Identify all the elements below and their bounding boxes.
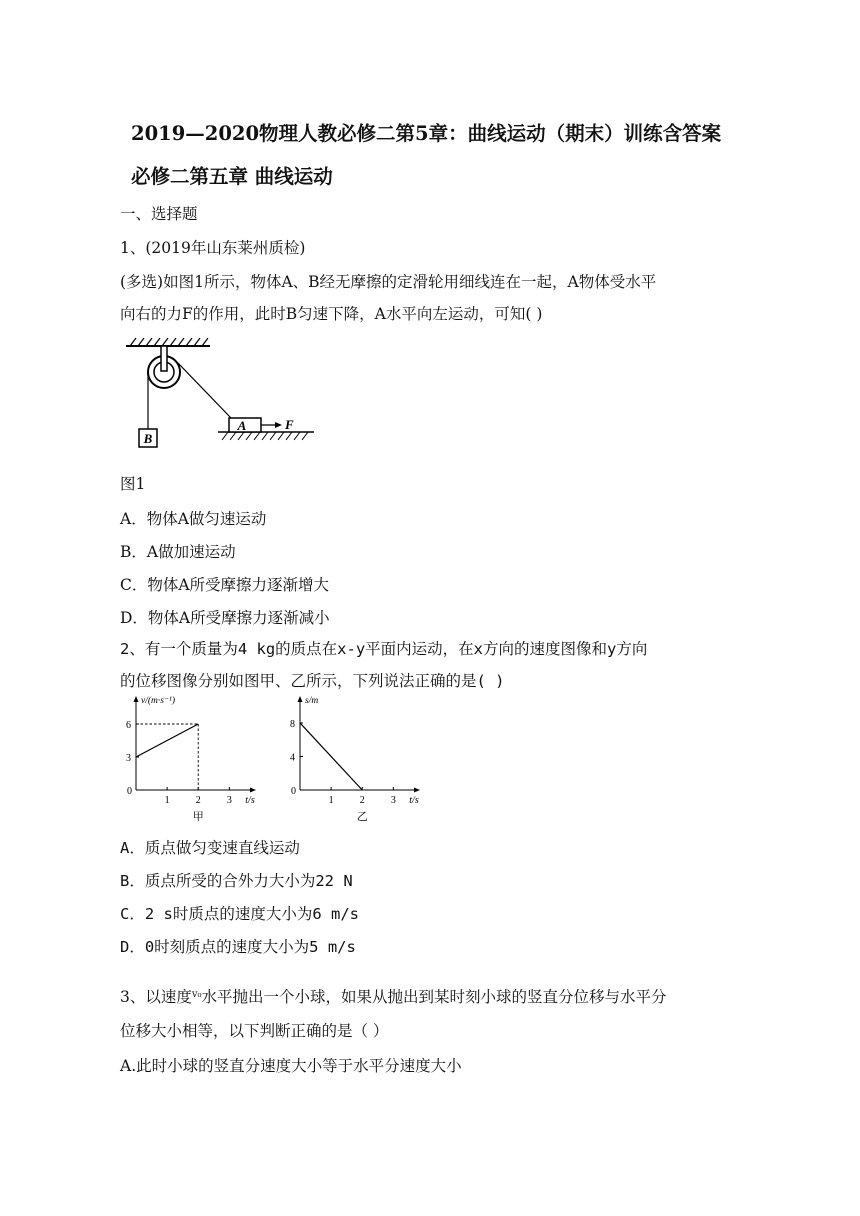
force-arrow-head xyxy=(275,422,282,428)
chart-jia-origin-label: 0 xyxy=(127,786,132,797)
q2-option-b: B．质点所受的合外力大小为22 N xyxy=(120,872,353,890)
rope-a xyxy=(178,363,231,418)
page-title: 2019—2020物理人教必修二第5章：曲线运动（期末）训练含答案 xyxy=(131,122,722,145)
q2-option-d: D．0时刻质点的速度大小为5 m/s xyxy=(120,938,356,956)
figure-1-caption: 图1 xyxy=(120,475,146,493)
chart-yi-caption: 乙 xyxy=(356,811,368,823)
chart-yi-x-tick-label: 1 xyxy=(328,795,334,806)
v0-symbol: v₀ xyxy=(191,989,202,1000)
block-b-label: B xyxy=(143,431,153,446)
q2-option-c: C．2 s时质点的速度大小为6 m/s xyxy=(120,905,359,923)
chart-jia-caption: 甲 xyxy=(192,811,204,823)
q3-stem-prefix: 3、以速度 xyxy=(120,988,192,1006)
chart-yi-x-axis-label: t/s xyxy=(409,795,419,806)
pulley-bracket xyxy=(161,346,167,371)
q1-stem-line1: (多选)如图1所示，物体A、B经无摩擦的定滑轮用细线连在一起，A物体受水平 xyxy=(120,273,657,291)
velocity-chart-jia xyxy=(118,696,258,824)
q3-stem-line2: 位移大小相等，以下判断正确的是（ ） xyxy=(120,1022,389,1040)
chart-yi-y-axis-label: s/m xyxy=(305,696,319,706)
chart-jia-y-tick-label: 3 xyxy=(126,753,131,764)
chart-yi-x-tick-label: 2 xyxy=(359,795,365,806)
chapter-title: 必修二第五章 曲线运动 xyxy=(131,165,333,188)
q2-option-a: A．质点做匀变速直线运动 xyxy=(120,839,300,857)
ground-hatch xyxy=(222,432,308,440)
chart-yi-origin-label: 0 xyxy=(291,786,296,797)
chart-jia-x-tick-label: 2 xyxy=(195,795,201,806)
q2-stem-line2: 的位移图像分别如图甲、乙所示，下列说法正确的是( ) xyxy=(120,672,505,690)
q1-option-b: B．A做加速运动 xyxy=(120,543,236,561)
q1-option-d: D．物体A所受摩擦力逐渐减小 xyxy=(120,609,330,627)
chart-jia-y-tick-label: 6 xyxy=(126,720,131,731)
q1-option-c: C．物体A所受摩擦力逐渐增大 xyxy=(120,576,330,594)
q2-stem-line1: 2、有一个质量为4 kg的质点在x-y平面内运动，在x方向的速度图像和y方向 xyxy=(120,640,648,658)
chart-jia-x-arrow xyxy=(250,788,256,793)
q3-option-a: A.此时小球的竖直分速度大小等于水平分速度大小 xyxy=(120,1057,462,1075)
q1-stem-line2: 向右的力F的作用，此时B匀速下降，A水平向左运动，可知( ) xyxy=(120,305,543,323)
chart-yi-y-tick-label: 8 xyxy=(290,718,295,730)
displacement-chart-yi xyxy=(282,696,422,824)
section-heading: 一、选择题 xyxy=(120,205,198,223)
q1-option-a: A．物体A做匀速运动 xyxy=(120,510,267,528)
chart-yi-y-tick-label: 4 xyxy=(290,752,295,764)
chart-jia-x-tick-label: 3 xyxy=(226,795,232,806)
ceiling-hatch xyxy=(130,338,208,346)
chart-jia-y-arrow xyxy=(134,696,139,702)
chart-yi-series-line xyxy=(300,723,362,790)
chart-jia-x-axis-label: t/s xyxy=(245,795,255,806)
chart-jia-series-line xyxy=(136,724,198,757)
force-label: F xyxy=(285,417,294,432)
chart-yi-y-arrow xyxy=(298,696,303,702)
chart-yi-x-tick-label: 3 xyxy=(390,795,396,806)
q3-stem-suffix: 水平抛出一个小球，如果从抛出到某时刻小球的竖直分位移与水平分 xyxy=(201,988,667,1006)
q3-stem-line1 xyxy=(120,985,667,1007)
chart-jia-y-axis-label: v/(m·s⁻¹) xyxy=(141,696,175,706)
block-a-label: A xyxy=(237,418,247,433)
pulley-figure xyxy=(118,335,328,455)
chart-jia-x-tick-label: 1 xyxy=(164,795,170,806)
q1-source: 1、(2019年山东莱州质检) xyxy=(120,239,306,257)
chart-yi-x-arrow xyxy=(414,788,420,793)
